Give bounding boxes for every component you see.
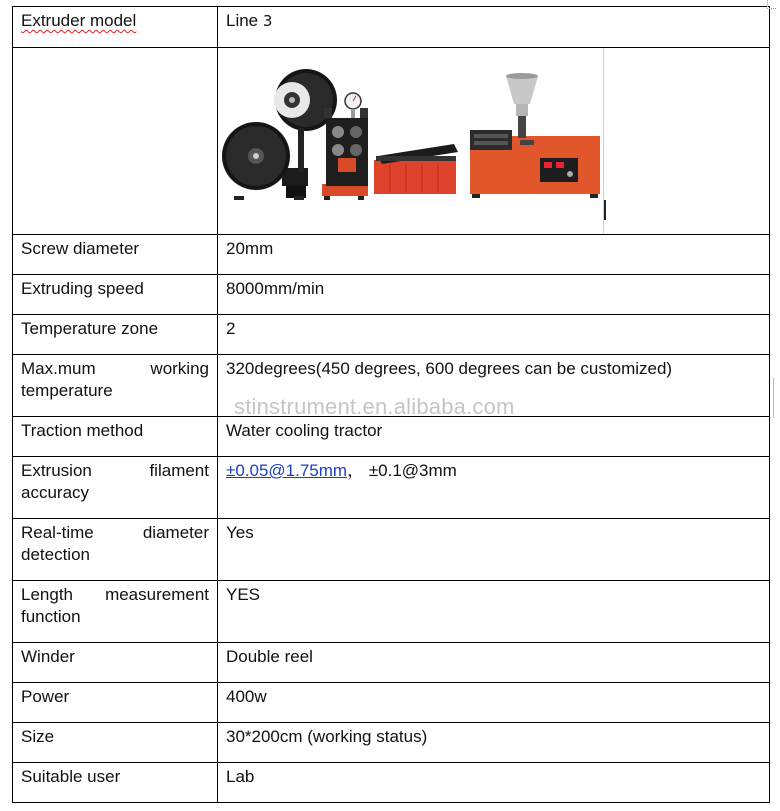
row-filament-accuracy bbox=[13, 457, 770, 519]
row-traction-method bbox=[13, 417, 770, 457]
value-max-working-temperature: 320degrees(450 degrees, 600 degrees can be customized) bbox=[218, 355, 770, 417]
value-length-measurement: YES bbox=[218, 581, 770, 643]
label-diameter-detection: Real-time diameter detection bbox=[13, 519, 218, 581]
extruder-machine bbox=[470, 73, 600, 198]
value-screw-diameter: 20mm bbox=[218, 235, 770, 275]
value-extruding-speed: 8000mm/min bbox=[218, 275, 770, 315]
text-cursor bbox=[604, 200, 606, 220]
label-temperature-zone: Temperature zone bbox=[13, 315, 218, 355]
row-diameter-detection bbox=[13, 519, 770, 581]
value-diameter-detection: Yes bbox=[218, 519, 770, 581]
row-length-measurement bbox=[13, 581, 770, 643]
product-image-cell bbox=[218, 48, 770, 235]
page-edge-marker bbox=[773, 378, 780, 418]
winder-machine bbox=[222, 69, 337, 200]
label-length-measurement: Length measurement function bbox=[13, 581, 218, 643]
label-image-empty bbox=[13, 48, 218, 235]
row-product-image bbox=[13, 48, 770, 235]
label-size: Size bbox=[13, 723, 218, 763]
label-filament-accuracy: Extrusion filament accuracy bbox=[13, 457, 218, 519]
row-max-working-temperature bbox=[13, 355, 770, 417]
accuracy-link[interactable]: ±0.05@1.75mm bbox=[226, 461, 348, 480]
row-screw-diameter bbox=[13, 235, 770, 275]
label-traction-method: Traction method bbox=[13, 417, 218, 457]
row-temperature-zone bbox=[13, 315, 770, 355]
row-size bbox=[13, 723, 770, 763]
label-max-working-temperature: Max.mum working temperature bbox=[13, 355, 218, 417]
value-size: 30*200cm (working status) bbox=[218, 723, 770, 763]
corner-marker bbox=[767, 0, 776, 9]
extrusion-line-image bbox=[220, 48, 760, 234]
value-traction-method: Water cooling tractor bbox=[218, 417, 770, 457]
spec-table bbox=[12, 6, 770, 803]
label-power: Power bbox=[13, 683, 218, 723]
label-suitable-user: Suitable user bbox=[13, 763, 218, 803]
row-suitable-user bbox=[13, 763, 770, 803]
row-power bbox=[13, 683, 770, 723]
row-winder bbox=[13, 643, 770, 683]
value-temperature-zone: 2 bbox=[218, 315, 770, 355]
value-filament-accuracy: ±0.05@1.75mm， ±0.1@3mm bbox=[218, 457, 770, 519]
value-extruder-model: Line 3 bbox=[218, 7, 770, 48]
label-extruder-model: Extruder model bbox=[13, 7, 218, 48]
value-suitable-user: Lab bbox=[218, 763, 770, 803]
value-power: 400w bbox=[218, 683, 770, 723]
watermark-text: stinstrument.en.alibaba.com bbox=[234, 394, 515, 419]
row-extruder-model bbox=[13, 7, 770, 48]
label-extruding-speed: Extruding speed bbox=[13, 275, 218, 315]
row-extruding-speed bbox=[13, 275, 770, 315]
label-screw-diameter: Screw diameter bbox=[13, 235, 218, 275]
value-winder: Double reel bbox=[218, 643, 770, 683]
water-cooling-tank bbox=[374, 144, 458, 194]
tractor-gauge-unit bbox=[322, 93, 368, 200]
label-winder: Winder bbox=[13, 643, 218, 683]
